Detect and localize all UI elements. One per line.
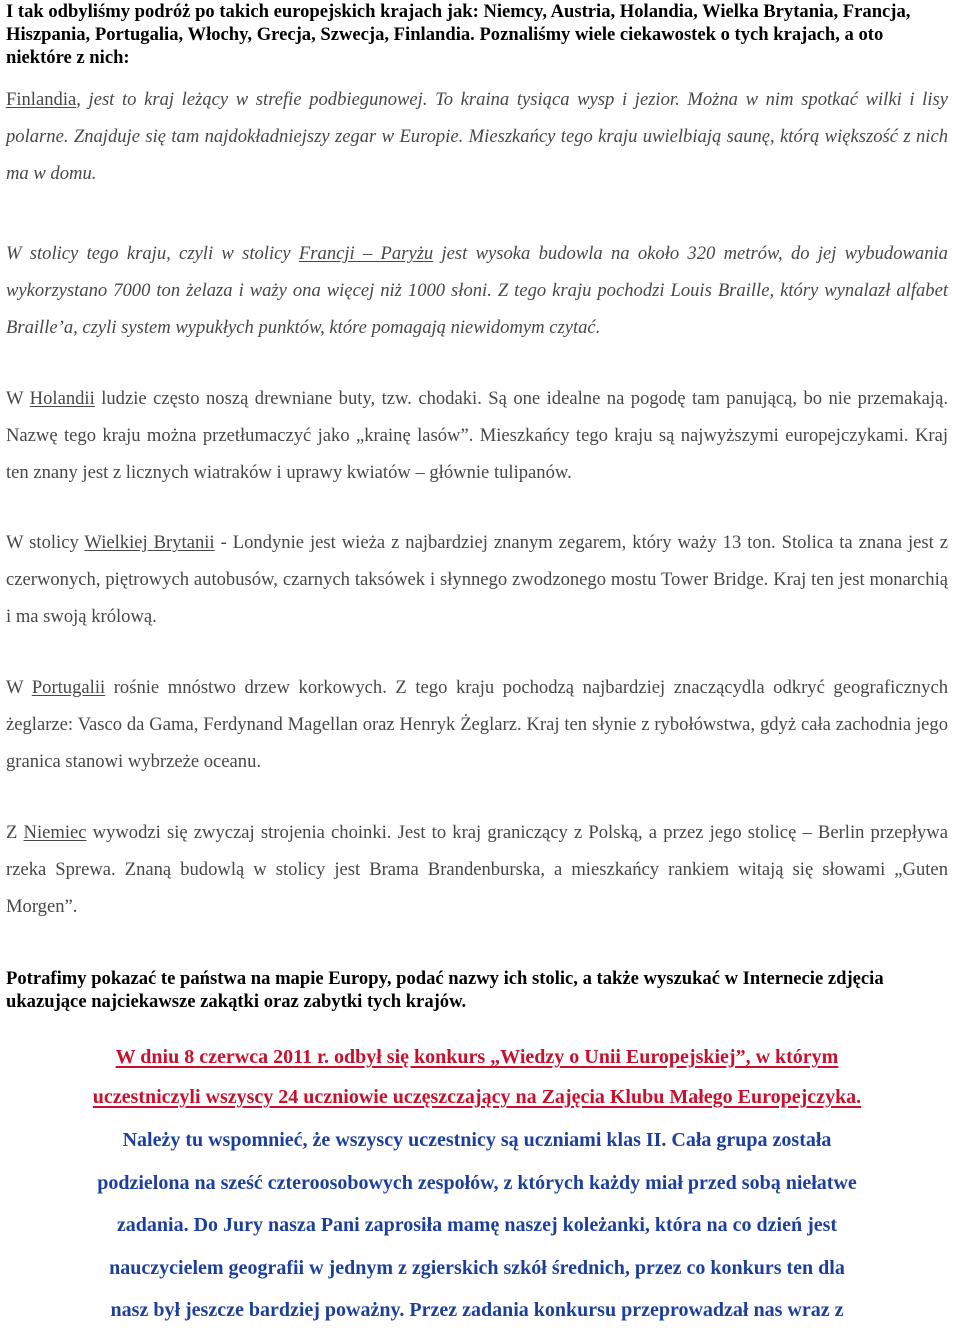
paragraph-finland	[6, 81, 948, 192]
contest-heading-line-2: uczestniczyli wszyscy 24 uczniowie uczęszczający na Zajęcia Klubu Małego Europejczyka.	[92, 1086, 862, 1108]
contest-description	[6, 1119, 948, 1332]
germany-text: wywodzi się zwyczaj strojenia choinki. Jest to kraj graniczący z Polską, a przez jego stolicę – Berlin przepływa rzeka Sprewa. Znaną budowlą w stolicy jest Brama Brandenburska, a mieszkańcy rankiem witają się słowami „Guten Morgen”.	[6, 822, 948, 917]
holland-text: ludzie często noszą drewniane buty, tzw. chodaki. Są one idealne na pogodę tam panującą, bo nie przemakają. Nazwę tego kraju można przetłumaczyć jako „krainę lasów”. Mieszkańcy tego kraju są najwyższymi europejczykami. Kraj ten znany jest z licznych wiatraków i uprawy kwiatów – głównie tulipanów.	[6, 388, 948, 483]
country-france: Francji – Paryżu	[298, 243, 434, 264]
country-britain: Wielkiej Brytanii	[84, 532, 215, 553]
paragraph-holland	[6, 380, 948, 491]
contest-heading-line-1: W dniu 8 czerwca 2011 r. odbył się konkurs „Wiedzy o Unii Europejskiej”, w którym	[115, 1046, 839, 1068]
britain-text: - Londynie jest wieża z najbardziej znanym zegarem, który waży 13 ton. Stolica ta znana jest z czerwonych, piętrowych autobusów, czarnych taksówek i słynnego zwodzonego mostu Tower Bridge. Kraj ten jest monarchią i ma swoją królową.	[6, 532, 948, 627]
france-before: W stolicy tego kraju, czyli w stolicy	[6, 243, 299, 264]
france-text: jest wysoka budowla na około 320 metrów, do jej wybudowania wykorzystano 7000 ton żelaza i waży ona więcej niż 1000 słoni. Z tego kraju pochodzi Louis Braille, który wynalazł alfabet Braille’a, czyli system wypukłych punktów, które pomagają niewidomym czytać.	[6, 243, 948, 338]
finland-text: , jest to kraj leżący w strefie podbiegunowej. To kraina tysiąca wysp i jezior. Można w nim spotkać wilki i lisy polarne. Znajduje się tam najdokładniejszy zegar w Europie. Mieszkańcy tego kraju uwielbiają saunę, którą większość z nich ma w domu.	[6, 89, 948, 184]
paragraph-britain	[6, 524, 948, 635]
intro-paragraph: I tak odbyliśmy podróż po takich europejskich krajach jak: Niemcy, Austria, Holandia, Wielka Brytania, Francja, Hiszpania, Portugalia, Włochy, Grecja, Szwecja, Finlandia. Poznaliśmy wiele ciekawostek o tych krajach, a oto niektóre z nich:	[6, 1, 911, 68]
contest-description-line: nasz był jeszcze bardziej poważny. Przez zadania konkursu przeprowadzał nas wraz z	[110, 1299, 844, 1321]
contest-heading	[6, 1037, 948, 1117]
paragraph-germany	[6, 814, 948, 925]
portugal-before: W	[6, 677, 32, 698]
paragraph-portugal	[6, 669, 948, 780]
closing-paragraph: Potrafimy pokazać te państwa na mapie Europy, podać nazwy ich stolic, a także wyszukać w Internecie zdjęcia ukazujące najciekawsze zakątki oraz zabytki tych krajów.	[6, 968, 884, 1012]
paragraph-france	[6, 235, 948, 346]
contest-description-line: nauczycielem geografii w jednym z zgierskich szkół średnich, przez co konkurs ten dla	[109, 1256, 845, 1279]
germany-before: Z	[6, 822, 24, 843]
contest-description-line: podzielona na sześć czteroosobowych zespołów, z których każdy miał przed sobą niełatwe	[97, 1171, 857, 1194]
contest-description-line: zadania. Do Jury nasza Pani zaprosiła mamę naszej koleżanki, która na co dzień jest	[116, 1214, 838, 1236]
country-finland: Finlandia	[6, 89, 77, 110]
country-germany: Niemiec	[23, 822, 87, 843]
portugal-text: rośnie mnóstwo drzew korkowych. Z tego kraju pochodzą najbardziej znaczącydla odkryć geograficznych żeglarze: Vasco da Gama, Ferdynand Magellan oraz Henryk Żeglarz. Kraj ten słynie z rybołówstwa, gdyż cała zachodnia jego granica stanowi wybrzeże oceanu.	[6, 677, 948, 772]
holland-before: W	[6, 388, 30, 409]
britain-before: W stolicy	[6, 532, 85, 553]
contest-description-line: Należy tu wspomnieć, że wszyscy uczestnicy są uczniami klas II. Cała grupa została	[122, 1129, 832, 1151]
country-holland: Holandii	[29, 388, 95, 409]
country-portugal: Portugalii	[31, 677, 106, 698]
